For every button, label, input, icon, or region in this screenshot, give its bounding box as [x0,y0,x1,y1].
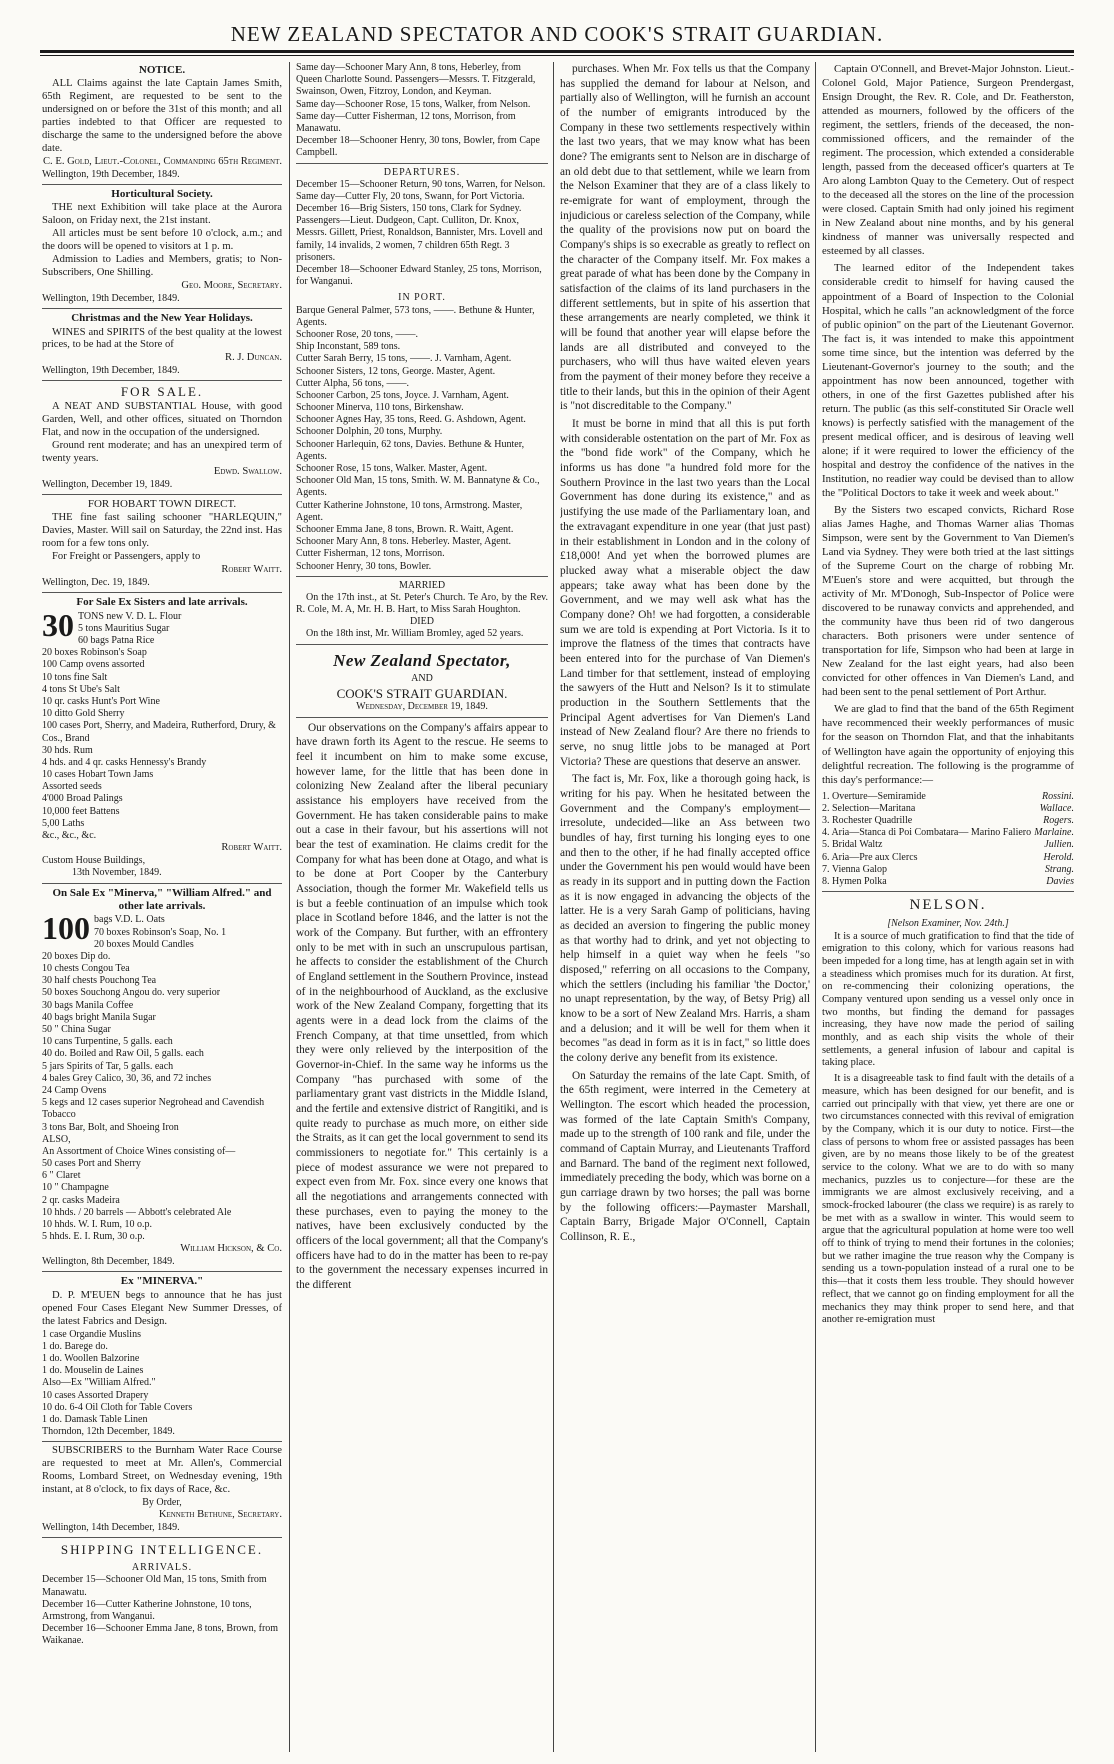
race-ad [42,1445,282,1534]
minerva-item: ALSO, [42,1133,71,1145]
programme-list [822,791,1074,889]
horticultural-body: Admission to Ladies and Members, gratis; to Non-Subscribers, One Shilling. [42,254,282,279]
married-body: On the 17th inst., at St. Peter's Church. Te Aro, by the Rev. R. Cole, M. A, Mr. H. B. Hart, to Miss Sarah Houghton. [296,591,548,616]
in-port-entry: Cutter Sarah Berry, 15 tons, ——. J. Varnham, Agent. [296,353,512,365]
minerva-item: 50 boxes Souchong Angou do. very superior [42,987,221,999]
minerva-item: 40 do. Boiled and Raw Oil, 5 galls. each [42,1048,204,1060]
minerva-item: 70 boxes Robinson's Soap, No. 1 [94,926,227,938]
hobart-date: Wellington, Dec. 19, 1849. [42,577,150,589]
ad-separator [42,1441,282,1442]
in-port-entry: Cutter Alpha, 56 tons, ——. [296,377,410,389]
arrival-entry: December 18—Schooner Henry, 30 tons, Bowler, from Cape Campbell. [296,135,540,159]
minerva-item: 4 bales Grey Calico, 30, 36, and 72 inches [42,1072,212,1084]
christmas-signature: R. J. Duncan. [225,352,282,364]
column-1 [42,62,282,1752]
article-paragraph: purchases. When Mr. Fox tells us that the Company has supplied the demand for labour at Nelson, and partially also of Wellington, will he furnish an account of the number of emigrants introduced by the Company in these two settlements respectively within the last two years, that we may know what has been done? The emigrants sent to Nelson are in discharge of an old debt due to that settlement, while we learn from the Nelson Examiner that they are of a class likely to re-emigrate for want of employment, through the injudicious or careless selection of the Company, while the quality of the provisions now put on board the Company's ships is so execrable as greatly to reflect on the character of the Company itself. Mr. Fox makes a great parade of what has been done by the Company in satisfaction of the claims of its land purchasers in the different settlements, but in spite of his assertion that these arrangements are nearly completed, we think it will be found that another year will elapse before the lands are all distributed and conveyed to the purchasers, who will thus have waited eleven years from the payment of their money before they receive a title to their lands, but this in the opinion of their Agent is "not discreditable to the Company." [560,63,810,413]
minerva-item-list [42,910,282,1243]
minerva-big-number: 100 [42,910,90,947]
arrival-entry: December 16—Schooner Emma Jane, 8 tons, Brown, from Waikanae. [42,1623,279,1647]
christmas-date: Wellington, 19th December, 1849. [42,365,180,377]
programme-row [822,852,1074,864]
programme-item: 5. Bridal Waltz [822,839,883,851]
sisters-item: 10,000 feet Battens [42,805,120,817]
died-title: DIED [410,616,434,628]
masthead-rule-thin [40,55,1074,56]
minerva-date: Wellington, 8th December, 1849. [42,1256,175,1268]
sisters-ad [42,596,282,879]
column-divider [289,62,290,1752]
ex-minerva-ad [42,1275,282,1438]
notice-signature: C. E. Gold, Lieut.-Colonel, Commanding 65th Regiment. [42,155,282,167]
sisters-item: 100 cases Port, Sherry, and Madeira, Rutherford, Drury, & Cos., Brand [42,720,276,744]
in-port-entry: Schooner Sisters, 12 tons, George. Master, Agent. [296,365,496,377]
in-port-entry: Schooner Emma Jane, 8 tons, Brown. R. Waitt, Agent. [296,523,514,535]
departure-entry: Same day—Cutter Fly, 20 tons, Swann, for Port Victoria. [296,190,525,202]
section-separator [296,717,548,718]
notice-ad [42,64,282,181]
section-separator [296,576,548,577]
sisters-item: 10 qr. casks Hunt's Port Wine [42,695,160,707]
minerva-ad [42,887,282,1269]
programme-row [822,803,1074,815]
minerva-item: 3 tons Bar, Bolt, and Shoeing Iron [42,1121,179,1133]
programme-item: 4. Aria—Stanca di Poi Combatara— Marino Faliero [822,827,1032,839]
sisters-item: 100 Camp ovens assorted [42,659,145,671]
paper-date: Wednesday, December 19, 1849. [356,701,488,713]
in-port-entry: Barque General Palmer, 573 tons, ——. Bethune & Hunter, Agents. [296,304,535,328]
in-port-entry: Cutter Katherine Johnstone, 10 tons, Armstrong. Master, Agent. [296,499,523,523]
programme-composer: Wallace. [1039,802,1074,814]
hobart-title: FOR HOBART TOWN DIRECT. [87,498,237,511]
minerva-item: 10 " Champagne [42,1182,109,1194]
in-port-entry: Schooner Mary Ann, 8 tons. Heberley. Master, Agent. [296,536,512,548]
in-port-entry: Schooner Old Man, 15 tons, Smith. W. M. Bannatyne & Co., Agents. [296,475,540,499]
ad-separator [42,184,282,185]
arrival-entry: December 15—Schooner Old Man, 15 tons, Smith from Manawatu. [42,1574,267,1598]
horticultural-ad [42,188,282,305]
paper-name-2: COOK'S STRAIT GUARDIAN. [336,685,508,701]
race-date: Wellington, 14th December, 1849. [42,1522,180,1534]
minerva-item: 10 chests Congou Tea [42,963,130,975]
programme-row [822,827,1074,839]
programme-composer: Strang. [1044,863,1074,875]
arrivals-list [42,1574,282,1647]
programme-composer: Jullien. [1044,839,1074,851]
sisters-item: Assorted seeds [42,781,102,793]
in-port-entry: Schooner Harlequin, 62 tons, Davies. Bethune & Hunter, Agents. [296,438,525,462]
programme-item: 7. Vienna Galop [822,863,888,875]
minerva-item: 20 boxes Dip do. [42,950,111,962]
article-paragraph: Captain O'Connell, and Brevet-Major Johnston. Lieut.-Colonel Gold, Major Patience, Surgeon Prendergast, Ensign Drought, the Rev. R. Cole, and Dr. Featherston, attended as mourners, followed by the officers of the regiment, the settlers, friends of the deceased, the non-commissioned officers, and the remainder of the regiment. The procession, which extended a considerable length, passed from the deceased officer's quarters at Te Aro along Lambton Quay to the Cemetery. Out of respect to the deceased all the stores on the line of the procession were closed. Captain Smith had only joined his regiment in New Zealand about nine months, and by his general kindness of manner was universally respected and esteemed by all classes. [822,63,1074,258]
column-divider [815,62,816,1752]
ad-separator [42,380,282,381]
ex-minerva-item: 1 do. Barege do. [42,1340,108,1352]
sisters-item: 5 tons Mauritius Sugar [78,622,170,634]
minerva-item: 10 cans Turpentine, 5 galls. each [42,1036,173,1048]
sisters-item: 30 hds. Rum [42,744,93,756]
died-body: On the 18th inst, Mr. William Bromley, aged 52 years. [306,628,524,640]
article-paragraph: We are glad to find that the band of the 65th Regiment have recommenced their weekly performances of music for the season on Thorndon Flat, and that the inhabitants of Wellington have again the opportunity of enjoying this delightful recreation. The following is the programme of this day's performance:— [822,703,1074,786]
hobart-body: For Freight or Passengers, apply to [52,551,201,563]
notice-title: NOTICE. [138,64,186,76]
paper-and: AND [411,673,433,685]
departures-list [296,179,548,289]
sisters-big-number: 30 [42,606,74,643]
ex-minerva-item: 1 do. Damask Table Linen [42,1413,148,1425]
ad-separator [42,1271,282,1272]
sisters-item: 10 tons fine Salt [42,671,108,683]
race-body: SUBSCRIBERS to the Burnham Water Race Course are requested to meet at Mr. Allen's, Commercial Rooms, Lombard Street, on Wednesday evening, 19th instant, at 8 o'clock, to fix days of Race, &c. [42,1445,282,1496]
article-paragraph: It must be borne in mind that all this is put forth with considerable ostentation on the part of Mr. Fox as the "bond fide work" of the Company, which he informs us has done "a hundred fold more for the Southern Province in the last two years than the Local Government has done during its existence," and as justifying the use made of the Parliamentary loan, and the extravagant expenditure in one year (that just past) in their establishment in London and in the colony of £18,000! And yet when the borrowed plumes are plucked away what a miserable object the daw appears; take away what has been done by the Government, and we may well ask what has the Company done? Oh! we had forgotten, a considerable sum we are told is expending at Port Victoria. Is it to improve the flatness of the times that contracts have been entered into for the purchase of Van Diemen's Land timber for that settlement, instead of employing the sawyers of the Hutt and Nelson? Is it to stimulate production in the Southern Settlements that the Principal Agent advertises for Van Diemen's Land instead of New Zealand flour? Are there no friends to serve, no snug little jobs to be managed at Port Victoria? These are questions that deserve an answer. [560,418,810,768]
minerva-signature: William Hickson, & Co. [180,1243,282,1255]
column-3 [560,62,810,1752]
column-3-body [560,62,810,1245]
sisters-item: 4'000 Broad Palings [42,793,123,805]
horticultural-date: Wellington, 19th December, 1849. [42,292,180,304]
ex-minerva-item: 10 cases Assorted Drapery [42,1389,149,1401]
in-port-list [296,305,548,573]
arrival-entry: Same day—Cutter Fisherman, 12 tons, Morrison, from Manawatu. [296,110,516,134]
minerva-item: bags V.D. L. Oats [94,914,165,926]
for-sale-title: FOR SALE. [120,384,204,400]
ad-separator [42,592,282,593]
ex-minerva-item-list [42,1329,282,1427]
departure-entry: December 18—Schooner Edward Stanley, 25 tons, Morrison, for Wanganui. [296,264,542,288]
christmas-title: Christmas and the New Year Holidays. [71,312,253,325]
minerva-title: On Sale Ex "Minerva," "William Alfred." and other late arrivals. [52,886,272,912]
in-port-entry: Cutter Fisherman, 12 tons, Morrison. [296,548,445,560]
race-signature: Kenneth Bethune, Secretary. [158,1509,282,1521]
sisters-item: 10 ditto Gold Sherry [42,708,125,720]
departure-entry: December 15—Schooner Return, 90 tons, Warren, for Nelson. [296,178,546,190]
for-sale-ad [42,384,282,491]
christmas-body: WINES and SPIRITS of the best quality at the lowest prices, to be had at the Store of [42,326,282,351]
nelson-source: [Nelson Examiner, Nov. 24th.] [887,918,1009,930]
notice-date: Wellington, 19th December, 1849. [42,168,180,180]
hobart-signature: Robert Waitt. [221,564,282,576]
sisters-item: TONS new V. D. L. Flour [78,610,182,622]
ex-minerva-title: Ex "MINERVA." [120,1275,204,1288]
for-sale-date: Wellington, December 19, 1849. [42,478,173,490]
minerva-item: 30 half chests Pouchong Tea [42,975,157,987]
in-port-entry: Schooner Minerva, 110 tons, Birkenshaw. [296,402,464,414]
sisters-date: Custom House Buildings, [42,855,146,867]
ad-separator [42,883,282,884]
sisters-item: &c., &c., &c. [42,830,97,842]
minerva-item: 2 qr. casks Madeira [42,1194,120,1206]
horticultural-body: THE next Exhibition will take place at the Aurora Saloon, on Friday next, the 21st instant. [42,202,282,227]
minerva-item: 40 bags bright Manila Sugar [42,1011,156,1023]
programme-item: 8. Hymen Polka [822,875,887,887]
programme-row [822,791,1074,803]
minerva-item: 10 hhds. / 20 barrels — Abbott's celebrated Ale [42,1206,232,1218]
in-port-entry: Schooner Dolphin, 20 tons, Murphy. [296,426,443,438]
column-4-body [822,62,1074,787]
minerva-item: 50 cases Port and Sherry [42,1158,141,1170]
departures-title: DEPARTURES. [383,166,461,178]
christmas-ad [42,312,282,377]
race-by-order: By Order, [142,1497,182,1509]
article-paragraph: The learned editor of the Independent takes considerable credit to himself for having caused the appointment of a Board of Inspection to the Colonial Hospital, which he calls "an acknowledgment of the force of public opinion" on the part of the Lieutenant Governor. The fact is, it was intended to make this appointment some time since, but the intention was deferred by the Lieutenant-Governor's journey to the south; and the appointment has now been announced, together with others, in one of the first Gazettes published after his return. The public (as this self-constituted Sir Oracle well knows) is perfectly satisfied with the management of the present medical officer, and is desirous of leaving well alone; if it were required to lower the efficiency of the hospital and destroy the confidence of the natives in the Institution, no readier way could be devised than to allow the "Political Doctors to take it week and week about." [822,262,1074,499]
sisters-date: 13th November, 1849. [72,867,162,879]
sisters-item: 4 tons St Ube's Salt [42,683,120,695]
ex-minerva-item: 1 case Organdie Muslins [42,1328,141,1340]
sisters-item: 5,00 Laths [42,817,85,829]
sisters-title: For Sale Ex Sisters and late arrivals. [76,596,248,609]
for-sale-signature: Edwd. Swallow. [213,465,282,477]
article-paragraph: The fact is, Mr. Fox, like a thorough going hack, is writing for his pay. When he hesitated between the Government and the Company's employment—irresolute, undecided—like an Ass between two bundles of hay, first turning his longing eyes to one and then to the other, if he had finally accepted office under the Government his pen would would have been as ready in its support and in putting down the Faction as it is now engaged in advancing the objects of the latter. He is a very Sarah Gamp of politicians, having as decided an aversion to fingering the public money as that worthy had to drink, and yet not objecting to help himself in a quiet way when he feels "so disposed," referring on all occasions to the Company, which the settlers (including his familiar 'the Doctor,' no unapt representation, by the way, of Betsy Prig) all know to be a sort of New Zealand Mrs. Harris, a sham and a delusion; and it will be well for them when it becomes "as dead in form as it is in fact," so little does the colony derive any benefit from its existence. [560,773,810,1065]
paper-name: New Zealand Spectator, [333,650,511,670]
minerva-item: An Assortment of Choice Wines consisting of— [42,1145,236,1157]
for-sale-body: A NEAT AND SUBSTANTIAL House, with good Garden, Well, and other offices, situated on Thorndon Flat, and now in the occupation of the undersigned. [42,401,282,439]
nelson-title: NELSON. [909,897,987,914]
section-separator [296,163,548,164]
arrival-entry: Same day—Schooner Rose, 15 tons, Walker, from Nelson. [296,98,531,110]
programme-composer: Davies [1046,875,1074,887]
ex-minerva-date: Thorndon, 12th December, 1849. [42,1426,175,1438]
programme-composer: Marlaine. [1034,827,1074,839]
programme-composer: Rogers. [1043,814,1074,826]
sisters-item: 4 hds. and 4 qr. casks Hennessy's Brandy [42,756,207,768]
sisters-signature: Robert Waitt. [221,842,282,854]
section-separator [822,891,1074,892]
ex-minerva-item: 1 do. Mouselin de Laines [42,1365,144,1377]
ad-separator [42,308,282,309]
arrivals-title: ARRIVALS. [131,1562,193,1574]
arrivals-continued-list [296,62,548,160]
shipping-title: SHIPPING INTELLIGENCE. [60,1542,264,1558]
minerva-item: 5 hhds. E. I. Rum, 30 o.p. [42,1231,145,1243]
hobart-ad [42,498,282,589]
notice-body: ALL Claims against the late Captain James Smith, 65th Regiment, are requested to be sent to the undersigned on or before the 31st of this month; and all parties indebted to that Officer are requested to discharge the same to the undersigned before the above date. [42,78,282,155]
in-port-entry: Schooner Rose, 15 tons, Walker. Master, Agent. [296,463,488,474]
horticultural-signature: Geo. Moore, Secretary. [181,279,282,291]
programme-item: 2. Selection—Maritana [822,802,916,814]
minerva-item: 20 boxes Mould Candles [94,938,194,950]
editorial-body [296,721,548,1293]
in-port-title: IN PORT. [398,292,446,304]
programme-composer: Rossini. [1042,790,1074,802]
column-divider [553,62,554,1752]
sisters-item-list [42,606,282,843]
article-paragraph: On Saturday the remains of the late Capt. Smith, of the 65th regiment, were interred in the Cemetery at Wellington. The escort which headed the procession, was formed of the late Captain Smith's Company, made up to the strength of 100 rank and file, under the command of Captain Murray, and Lieutenants Trafford and Barnard. The band of the regiment next followed, immediately preceding the body, which was borne on a gun carriage drawn by two horses; the pall was borne by the following officers:—Paymaster Marshall, Captain Barry, Brigade Major O'Connell, Captain Collinson, R. E., [560,1069,810,1244]
arrival-entry: December 16—Cutter Katherine Johnstone, 10 tons, Armstrong, from Wanganui. [42,1598,252,1622]
masthead: NEW ZEALAND SPECTATOR AND COOK'S STRAIT GUARDIAN. [230,22,884,46]
sisters-item: 10 cases Hobart Town Jams [42,769,154,781]
minerva-item: 50 " China Sugar [42,1024,111,1035]
programme-item: 6. Aria—Pre aux Clercs [822,851,918,863]
nelson-body [822,931,1074,1327]
nelson-paragraph: It is a source of much gratification to find that the tide of emigration to this colony, which for various reasons had been impeded for a long time, has at length again set in with a steadiness which promises much for its duration. At first, on re-commencing their colonizing operations, the Company ventured upon sending us a vessel only once in two months, but finding the demand for passages increasing, they have now made the period of sailing monthly, and as each ship visits the whole of their settlements, a general infusion of labour and capital is taking place. [822,930,1074,1069]
horticultural-title: Horticultural Society. [111,188,213,201]
ad-separator [42,1537,282,1538]
in-port-entry: Schooner Carbon, 25 tons, Joyce. J. Varnham, Agent. [296,389,509,401]
in-port-entry: Ship Inconstant, 589 tons. [296,341,401,353]
programme-item: 1. Overture—Semiramide [822,790,926,802]
programme-row [822,864,1074,876]
sisters-item: 20 boxes Robinson's Soap [42,647,147,659]
programme-row [822,876,1074,888]
sisters-item: 60 bags Patna Rice [78,635,155,647]
minerva-item: 10 hhds. W. I. Rum, 10 o.p. [42,1219,153,1230]
arrival-entry: Same day—Schooner Mary Ann, 8 tons, Heberley, from Queen Charlotte Sound. Passengers—Messrs. T. Fitzgerald, Swainson, Owen, Fitzroy, London, and Keyman. [296,62,536,98]
minerva-item: 5 jars Spirits of Tar, 5 galls. each [42,1060,174,1072]
minerva-item: 5 kegs and 12 cases superior Negrohead and Cavendish Tobacco [42,1097,265,1121]
editorial-paragraph: Our observations on the Company's affairs appear to have drawn forth its Agent to the rescue. He seems to feel it incumbent on him to make some excuse, however lame, for the little that has been done in colonizing New Zealand after the liberal pecuniary assistance his employers have received from the Government. He has taken considerable pains to make out a case in their favour, but his assertions will not bear the test of examination. He claims credit for the Company for what has been done at Otago, and what is to be done at Port Cooper by the Canterbury Association, though the former Mr. Wakefield tells us is but a feeble continuation of an impulse which took place in Scotland before 1846, and the latter is not the work of the Company. But further, with an effrontery only to be met with in such an unscrupulous partisan, he affects to consider the establishment of the Church of England settlement in the Southern Province, instead of in the neighbourhood of Auckland, as the exclusive work of the New Zealand Company, forgetting that its agents were in a dead lock from the claims of the French Company, at that time unsettled, from which they were only relieved by the interposition of the Governor-in-Chief. In the same way he informs us the Company "has purchased with some of the parliamentary grant vast districts in the Middle Island, and the fertile and extensive district of Rangitiki, and is quite ready to purchase as much more, on either side the Straits, as it can get the local government to send its commissioners to negotiate for." This certainly is a piece of modest assurance we were not prepared to expect even from Mr. Fox. since every one knows that all the negotiations and arrangements connected with these purchases, even to paying the money to the natives, have been exclusively conducted by the officers of the local government; all that the Company's officers have had to do in the matter has been to re-pay to the government the necessary expenses incurred in the different [296,721,548,1292]
section-separator [296,644,548,645]
hobart-body: THE fine fast sailing schooner "HARLEQUIN," Davies, Master. Will sail on Saturday, the 22nd inst. Has room for a few tons only. [42,512,282,550]
horticultural-body: All articles must be sent before 10 o'clock, a.m.; and the doors will be opened to visitors at 1 p. m. [42,228,282,253]
in-port-entry: Schooner Agnes Hay, 35 tons, Reed. G. Ashdown, Agent. [296,414,526,426]
minerva-item: 24 Camp Ovens [42,1084,107,1096]
for-sale-body: Ground rent moderate; and has an unexpired term of twenty years. [42,440,282,464]
ex-minerva-item: 1 do. Woollen Balzorine [42,1353,140,1365]
programme-row [822,839,1074,851]
ex-minerva-body: D. P. M'EUEN begs to announce that he has just opened Four Cases Elegant New Summer Dresses, of the latest Fabrics and Design. [42,1289,282,1327]
departure-entry: December 16—Brig Sisters, 150 tons, Clark for Sydney. Passengers—Lieut. Dudgeon, Capt. Culliton, Dr. Knox, Messrs. Gillett, Priest, Ronaldson, Bannister, Mrs. Lovell and family, 14 invalids, 2 women, 7 children 65th Regt. 3 prisoners. [296,203,543,263]
programme-row [822,815,1074,827]
in-port-entry: Schooner Henry, 30 tons, Bowler. [296,560,432,572]
minerva-item: 30 bags Manila Coffee [42,999,134,1011]
nelson-paragraph: It is a disagreeable task to find fault with the details of a measure, which has been designed for our benefit, and is carried out principally with that view, yet there are one or two circumstances connected with this revival of emigration by the Company, which it is our duty to notice. First—the class of persons to whom free or assisted passages has been given, are by no means those likely to be of the greatest service to the colony. What we are to do with so many mechanics, puzzles us to conjecture—for these are the immigrants we are almost exclusively receiving, and a smock-frocked labourer (the class we require) is as rarely to be met with as a swallow in winter. This would seem to argue that the agricultural population at home were too well off to think of trying to mend their fortunes in the colonies; but we rather imagine the true reason why the Company is sending us a town-population instead of a rural one to be this—that it costs them less trouble. They should however reflect, that we cannot go on finding employment for all the mechanics they may think proper to send here, and that another re-emigration must [822,1073,1074,1326]
programme-composer: Herold. [1043,851,1074,863]
ex-minerva-item: Also—Ex "William Alfred." [42,1377,156,1389]
programme-item: 3. Rochester Quadrille [822,814,913,826]
column-4 [822,62,1074,1752]
column-2 [296,62,548,1752]
ex-minerva-item: 10 do. 6-4 Oil Cloth for Table Covers [42,1401,193,1413]
masthead-rule [40,50,1074,53]
minerva-item: 6 " Claret [42,1170,81,1182]
article-paragraph: By the Sisters two escaped convicts, Richard Rose alias James Haghe, and Thomas Warner alias Thomas Simpson, were sent by the Government to Van Diemen's Land via Sydney. They were both tried at the last sittings of the Supreme Court on the charge of robbing Mr. M'Euen's store and were acquitted, but through the activity of Mr. M'Donogh, Sub-Inspector of Police were discovered to be runaway convicts and apprehended, and the community have thus been rid of two dangerous characters. Both prisoners were under sentence of transportation for life, Simpson who had been at large in New Zealand for the last eight years, had also been convicted for other offences in Van Diemen's Land, and had been sent to the penal settlement of Port Arthur. [822,503,1074,699]
married-title: MARRIED [398,579,446,591]
in-port-entry: Schooner Rose, 20 tons, ——. [296,328,418,340]
ad-separator [42,494,282,495]
